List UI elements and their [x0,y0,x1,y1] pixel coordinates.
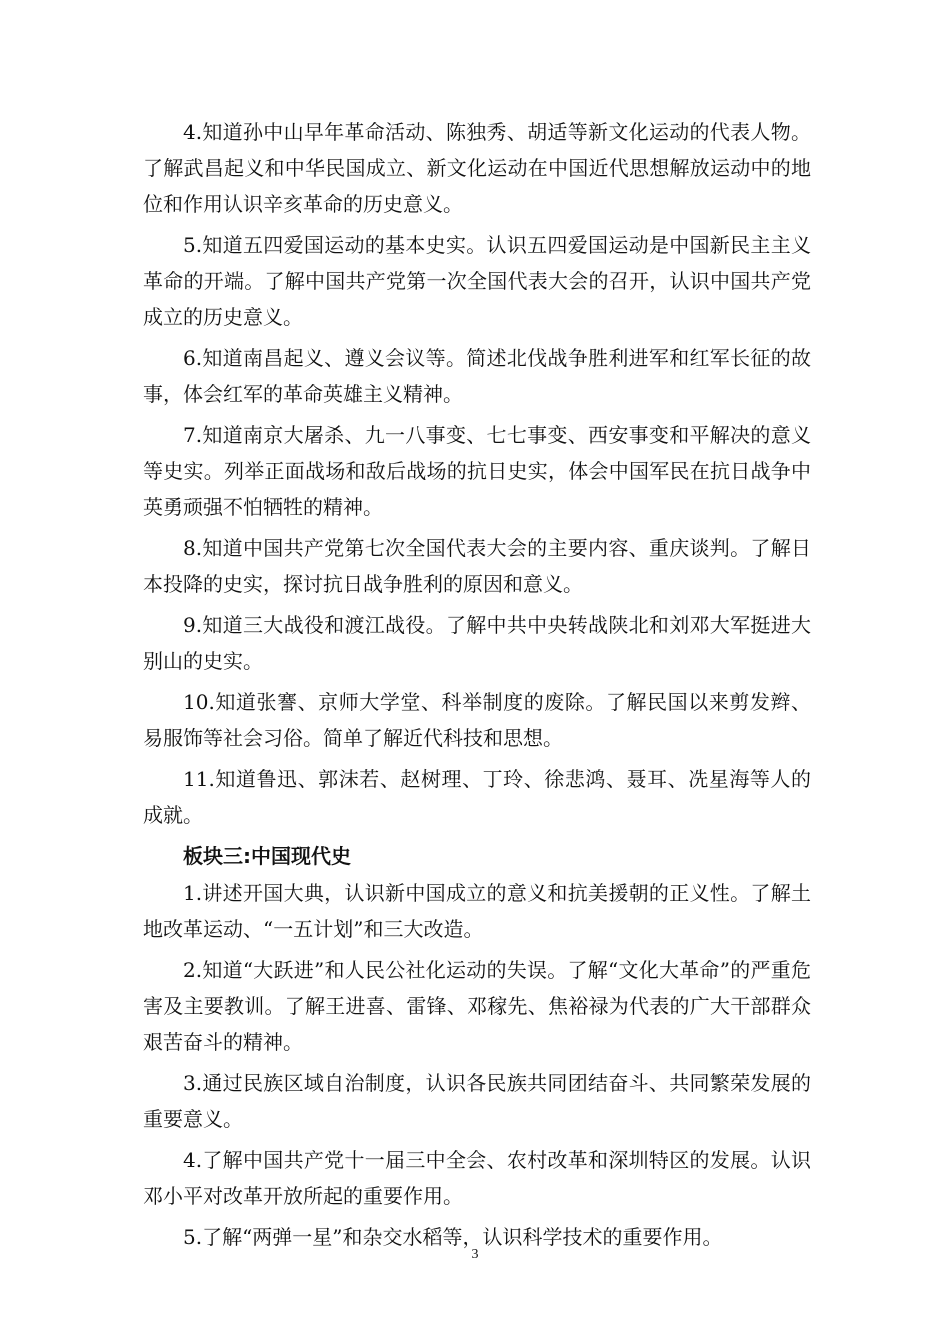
paragraph-11: 11.知道鲁迅、郭沫若、赵树理、丁玲、徐悲鸿、聂耳、冼星海等人的成就。 [143,767,811,827]
paragraph-10: 10.知道张謇、京师大学堂、科举制度的废除。了解民国以来剪发辫、易服饰等社会习俗。简单了解近代科技和思想。 [143,690,811,750]
section-paragraph-5: 5.了解“两弹一星”和杂交水稻等，认识科学技术的重要作用。 [183,1225,723,1249]
paragraph-8: 8.知道中国共产党第七次全国代表大会的主要内容、重庆谈判。了解日本投降的史实，探讨抗日战争胜利的原因和意义。 [143,536,811,596]
page-content [143,114,811,1260]
paragraph-9: 9.知道三大战役和渡江战役。了解中共中央转战陕北和刘邓大军挺进大别山的史实。 [143,613,811,673]
paragraph-5: 5.知道五四爱国运动的基本史实。认识五四爱国运动是中国新民主主义革命的开端。了解中国共产党第一次全国代表大会的召开，认识中国共产党成立的历史意义。 [143,233,811,329]
section-paragraph-4: 4.了解中国共产党十一届三中全会、农村改革和深圳特区的发展。认识邓小平对改革开放所起的重要作用。 [143,1148,811,1208]
section-paragraph-2: 2.知道“大跃进”和人民公社化运动的失误。了解“文化大革命”的严重危害及主要教训。了解王进喜、雷锋、邓稼先、焦裕禄为代表的广大干部群众艰苦奋斗的精神。 [143,958,811,1054]
paragraph-4: 4.知道孙中山早年革命活动、陈独秀、胡适等新文化运动的代表人物。了解武昌起义和中华民国成立、新文化运动在中国近代思想解放运动中的地位和作用认识辛亥革命的历史意义。 [143,120,811,216]
section-paragraph-3: 3.通过民族区域自治制度，认识各民族共同团结奋斗、共同繁荣发展的重要意义。 [143,1071,811,1131]
section-heading: 板块三:中国现代史 [183,844,351,868]
page-number: 3 [471,1247,479,1262]
paragraph-6: 6.知道南昌起义、遵义会议等。简述北伐战争胜利进军和红军长征的故事，体会红军的革命英雄主义精神。 [143,346,811,406]
paragraph-7: 7.知道南京大屠杀、九一八事变、七七事变、西安事变和平解决的意义等史实。列举正面战场和敌后战场的抗日史实，体会中国军民在抗日战争中英勇顽强不怕牺牲的精神。 [143,423,811,519]
section-paragraph-1: 1.讲述开国大典，认识新中国成立的意义和抗美援朝的正义性。了解土地改革运动、“一五计划”和三大改造。 [143,881,811,941]
